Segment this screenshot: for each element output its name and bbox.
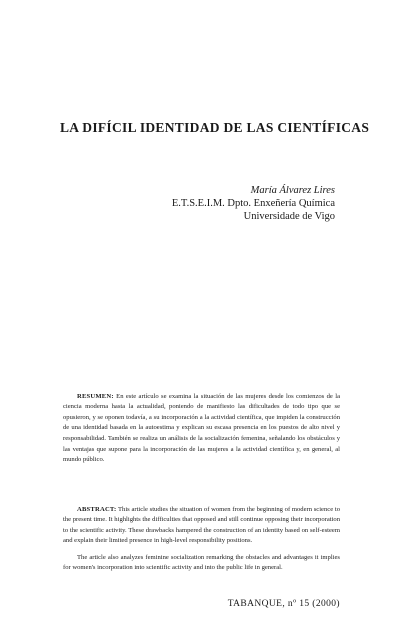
abstract-text: This article studies the situation of women from the beginning of modern science to the present time. It highlights the difficulties that opposed and still continue opposing their incorporation to the scientific activity. These drawbacks hampered the construction of an identity based on self-esteem and explain their limited presence in high-level responsibility positions.	[63, 505, 340, 545]
resumen-label: RESUMEN:	[77, 392, 114, 400]
author-name: María Álvarez Lires	[250, 185, 335, 196]
resumen-text: En este artículo se examina la situación de las mujeres desde los comienzos de la ciencia moderna hasta la actualidad, poniendo de manifiesto las dificultades de todo tipo que se opusieron, y se oponen todavía, a su incorporación a la actividad científica, que impiden la construcción de una identidad basada en la autoestima y explican su escasa presencia en los puestos de alto nivel y responsabilidad. También se realiza un análisis de la socialización femenina, señalando los obstáculos y las ventajas que supone para la incorporación de las mujeres a la actividad científica y, en general, al mundo público.	[63, 392, 340, 464]
article-title: LA DIFÍCIL IDENTIDAD DE LAS CIENTÍFICAS	[60, 120, 370, 135]
author-affiliation-department: E.T.S.E.I.M. Dpto. Enxeñería Química	[171, 198, 335, 209]
author-block	[135, 184, 335, 223]
journal-footer: TABANQUE, nº 15 (2000)	[227, 599, 340, 609]
english-abstract-continued: The article also analyzes feminine socialization remarking the obstacles and advantages it implies for women's incorporation into scientific activity and into the public life in general.	[63, 553, 340, 572]
author-affiliation-university: Universidade de Vigo	[243, 211, 335, 222]
spanish-abstract	[63, 392, 340, 466]
abstract-label: ABSTRACT:	[77, 505, 117, 513]
english-abstract	[63, 505, 340, 547]
